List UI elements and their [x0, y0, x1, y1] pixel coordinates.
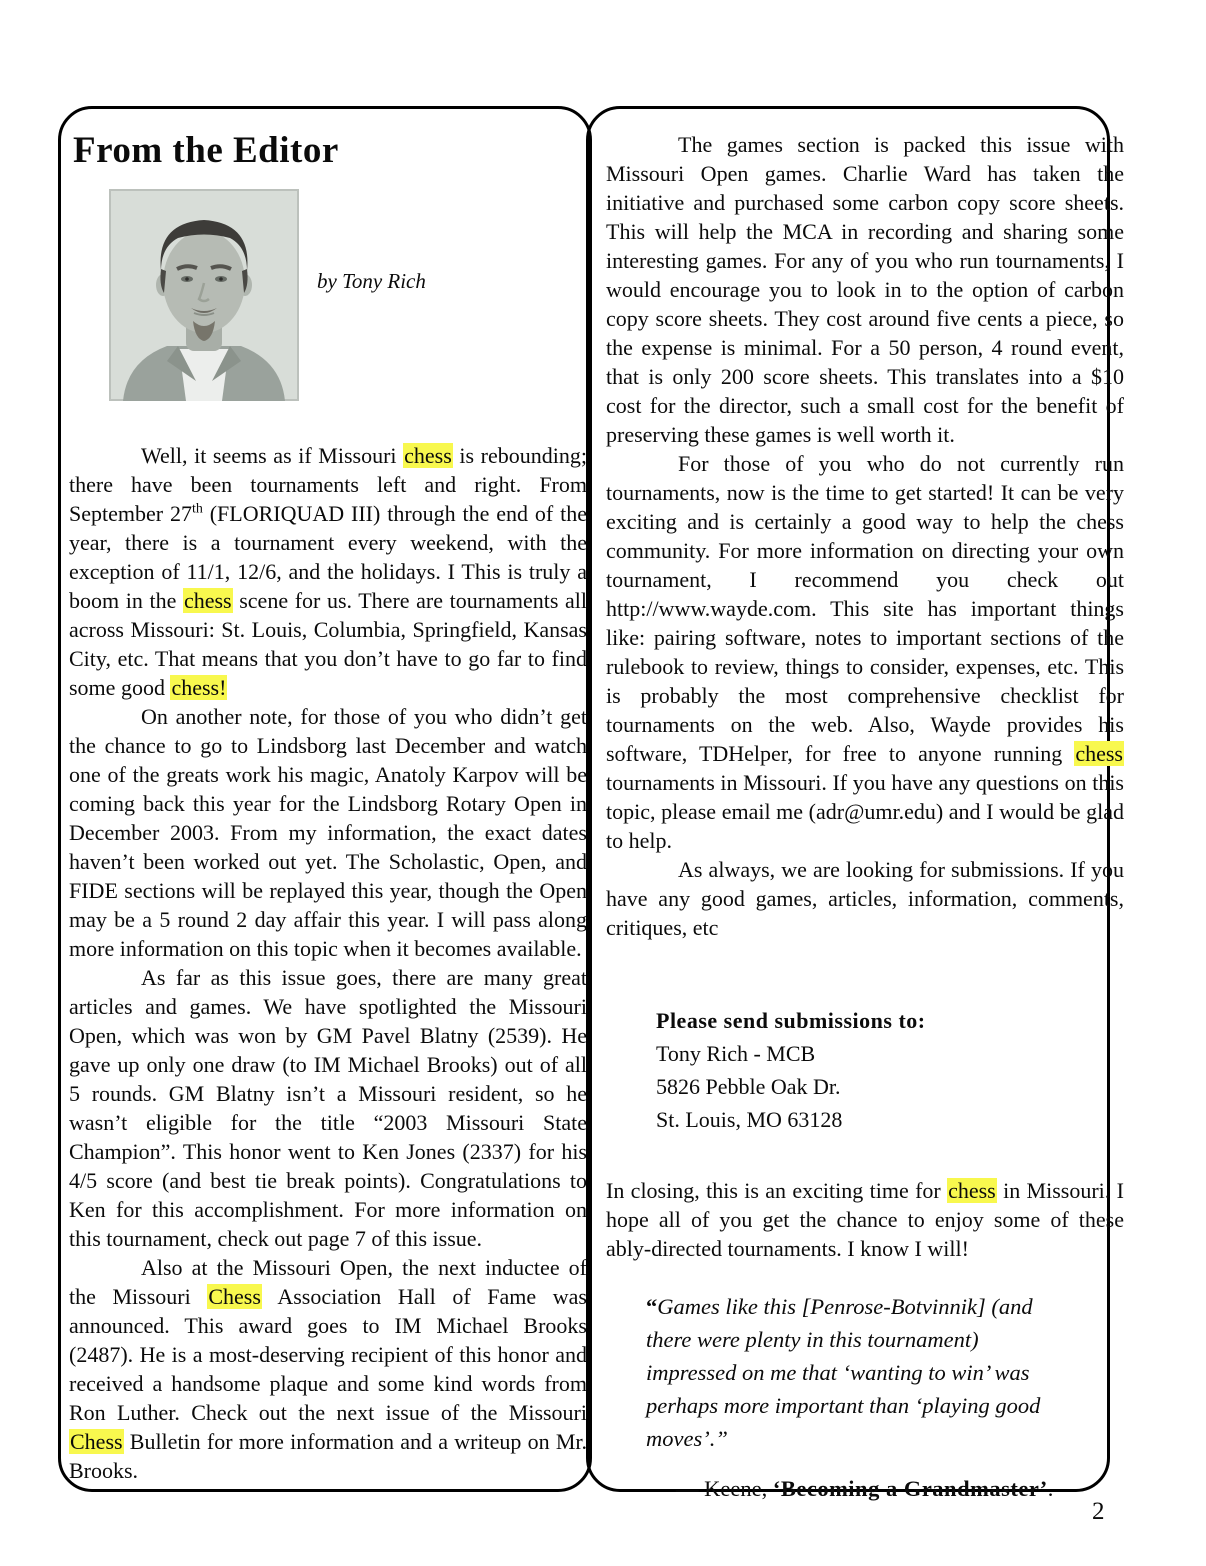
close-quote-mark: ” [715, 1426, 728, 1451]
ordinal-suffix: th [191, 501, 203, 517]
text-segment: Association Hall of Fame was announced. This award goes to IM Michael Brooks (2487). He is a most-deserving recipient of this honor and received a handsome plaque and some kind words from Ron Luther. Check out the next issue of the Missouri [69, 1284, 587, 1425]
highlight-chess: chess [1075, 741, 1123, 766]
submissions-heading: Please send submissions to: [656, 1008, 926, 1033]
text-segment: On another note, for those of you who didn’t get the chance to go to Lindsborg last December and watch one of the greats work his magic, Anatoly Karpov will be coming back this year for the Lindsborg Rotary Open in December 2003. From my information, the exact dates haven’t been worked out yet. The Scholastic, Open, and FIDE sections will be replayed this year, though the Open may be a 5 round 2 day affair this year. I will pass along more information on this topic when it becomes available. [69, 704, 587, 961]
right-column-content [606, 130, 1124, 1503]
attribution-prefix: — Keene, [676, 1476, 773, 1501]
right-column-box [586, 106, 1124, 1501]
text-segment: In closing, this is an exciting time for [606, 1178, 948, 1203]
open-quote-mark: “ [646, 1294, 658, 1319]
submissions-name: Tony Rich - MCB [656, 1041, 816, 1066]
text-segment: (FLORIQUAD III) through the end of the year, there is a tournament every weekend, with the exception of 11/1, 12/6, and the holidays. I This is truly a boom in the [69, 501, 587, 613]
text-segment: tournaments in Missouri. If you have any questions on this topic, please email me (adr@umr.edu) and I would be glad to help. [606, 770, 1124, 853]
highlight-chess: chess [404, 443, 452, 468]
editor-photo-row [109, 189, 587, 401]
right-paragraph-2 [606, 449, 1124, 855]
left-paragraph-2 [69, 702, 587, 963]
page-number: 2 [1092, 1498, 1105, 1525]
text-segment: As always, we are looking for submissions. If you have any good games, articles, information, comments, critiques, etc [606, 857, 1124, 940]
quote-attribution [676, 1474, 1124, 1503]
attribution-book-title: ‘Becoming a Grandmaster’ [772, 1476, 1048, 1501]
left-column-box [58, 106, 592, 1492]
editor-portrait-photo [109, 189, 299, 401]
text-segment: in Missouri. I hope all of you get the chance to enjoy some of these ably-directed tournaments. I know I will! [606, 1178, 1124, 1261]
section-title: From the Editor [73, 130, 339, 171]
quote-text: Games like this [Penrose-Botvinnik] (and there were plenty in this tournament) impressed on me that ‘wanting to win’ was perhaps more important than ‘playing good moves’. [646, 1294, 1041, 1451]
byline: by Tony Rich [317, 269, 426, 293]
left-paragraph-4 [69, 1253, 587, 1485]
text-segment: Also at the Missouri Open, the next inductee of the Missouri [69, 1255, 587, 1309]
text-segment: scene for us. There are tournaments all across Missouri: St. Louis, Columbia, Springfield, Kansas City, etc. That means that you don’t have to go far to find some good [69, 588, 587, 700]
submissions-city: St. Louis, MO 63128 [656, 1107, 843, 1132]
highlight-chess: chess [948, 1178, 996, 1203]
highlight-chess: chess [183, 588, 232, 613]
highlight-chess: Chess [208, 1284, 261, 1309]
submissions-street: 5826 Pebble Oak Dr. [656, 1074, 841, 1099]
attribution-suffix: . [1047, 1476, 1054, 1501]
right-paragraph-1 [606, 130, 1124, 449]
text-segment: Well, it seems as if Missouri [141, 443, 404, 468]
text-segment: As far as this issue goes, there are many great articles and games. We have spotlighted the Missouri Open, which was won by GM Pavel Blatny (2539). He gave up only one draw (to IM Michael Brooks) out of all 5 rounds. GM Blatny isn’t a Missouri resident, so he wasn’t eligible for the title “2003 Missouri State Champion”. This honor went to Ken Jones (2337) for his 4/5 score (and best tie break points). Congratulations to Ken for this accomplishment. For more information on this tournament, check out page 7 of this issue. [69, 965, 587, 1251]
highlight-chess: Chess [70, 1429, 123, 1454]
text-segment: is rebounding; there have been tournaments left and right. From September 27 [69, 443, 588, 526]
text-segment: Bulletin for more information and a writeup on Mr. Brooks. [69, 1429, 587, 1483]
pull-quote [646, 1290, 1050, 1455]
left-paragraph-3 [69, 963, 587, 1253]
left-paragraph-1 [69, 441, 587, 702]
submissions-block [656, 1004, 1124, 1136]
highlight-chess: chess! [171, 675, 227, 700]
closing-paragraph [606, 1176, 1124, 1263]
text-segment: For those of you who do not currently run tournaments, now is the time to get started! It can be very exciting and is certainly a good way to help the chess community. For more information on directing your own tournament, I recommend you check out http://www.wayde.com. This site has important things like: pairing software, notes to important sections of the rulebook to review, things to consider, expenses, etc. This is probably the most comprehensive checklist for tournaments on the web. Also, Wayde provides his software, TDHelper, for free to anyone running [606, 451, 1124, 766]
right-paragraph-3 [606, 855, 1124, 942]
text-segment: The games section is packed this issue with Missouri Open games. Charlie Ward has taken the initiative and purchased some carbon copy score sheets. This will help the MCA in recording and sharing some interesting games. For any of you who run tournaments, I would encourage you to look in to the option of carbon copy score sheets. They cost around five cents a piece, so the expense is minimal. For a 50 person, 4 round event, that is only 200 score sheets. This translates into a $10 cost for the director, such a small cost for the benefit of preserving these games is well worth it. [606, 132, 1124, 447]
left-column-content [69, 129, 587, 1485]
